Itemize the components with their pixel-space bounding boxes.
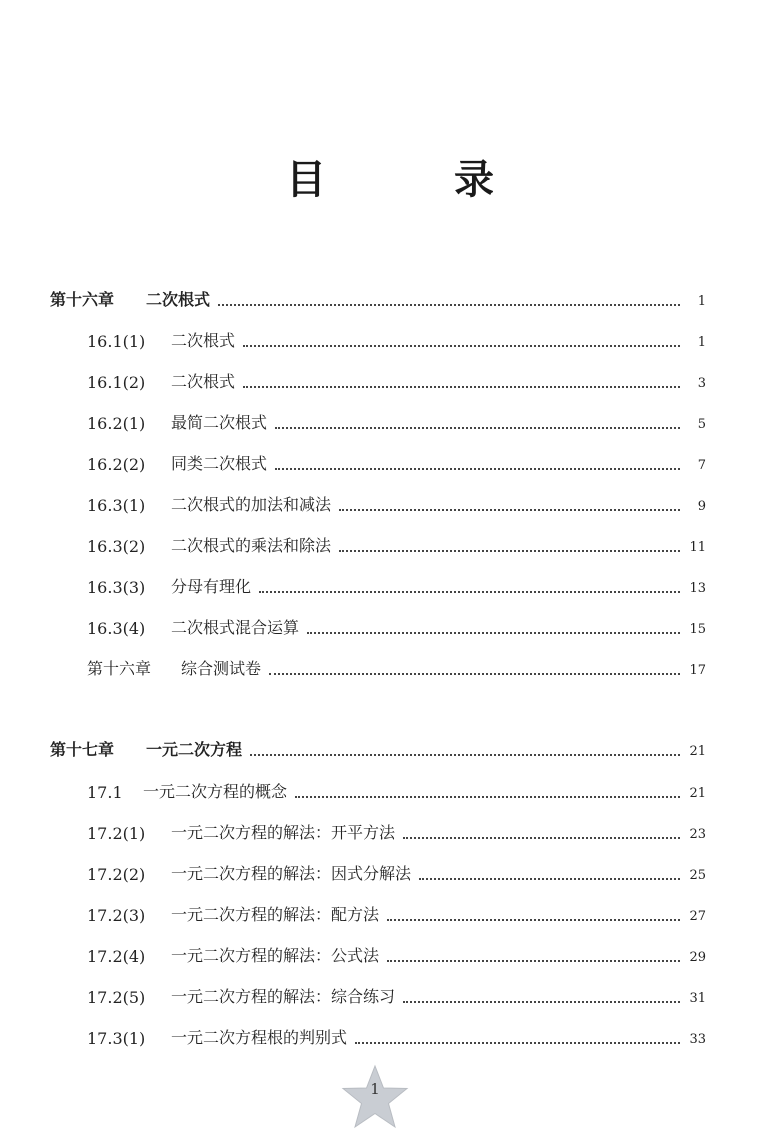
dot-leader xyxy=(387,918,680,921)
toc-entry[interactable] xyxy=(0,977,780,1007)
page-ref: 7 xyxy=(697,458,706,473)
page-number-badge xyxy=(340,1064,410,1130)
section-number: 16.3(4) xyxy=(87,619,146,638)
section-title: 二次根式 xyxy=(171,331,236,350)
section-title: 一元二次方程的解法：公式法 xyxy=(171,946,380,965)
section-number: 17.1 xyxy=(87,783,123,802)
page-ref: 5 xyxy=(697,417,706,432)
toc-chapter-17[interactable] xyxy=(0,730,780,760)
section-title: 综合测试卷 xyxy=(181,659,262,678)
section-number: 17.2(1) xyxy=(87,824,146,843)
dot-leader xyxy=(243,344,680,347)
toc-entry[interactable] xyxy=(0,321,780,351)
toc-entry[interactable] xyxy=(0,362,780,392)
page-ref: 21 xyxy=(689,786,706,801)
section-title: 一元二次方程的解法：因式分解法 xyxy=(171,864,412,883)
section-title: 一元二次方程的解法：开平方法 xyxy=(171,823,396,842)
toc-entry[interactable] xyxy=(0,608,780,638)
page-ref: 33 xyxy=(689,1032,706,1047)
page-number: 1 xyxy=(370,1080,380,1098)
section-number: 16.3(3) xyxy=(87,578,146,597)
section-title: 一元二次方程的解法：综合练习 xyxy=(171,987,396,1006)
dot-leader xyxy=(387,959,680,962)
page-ref: 31 xyxy=(689,991,706,1006)
toc-entry[interactable] xyxy=(0,485,780,515)
toc-entry[interactable] xyxy=(0,854,780,884)
toc-entry[interactable] xyxy=(0,567,780,597)
section-title: 一元二次方程的概念 xyxy=(143,782,288,801)
page-title: 目 录 xyxy=(286,157,538,203)
dot-leader xyxy=(259,590,680,593)
page-ref: 17 xyxy=(689,663,706,678)
page-ref: 11 xyxy=(689,540,706,555)
dot-leader xyxy=(275,467,680,470)
section-title: 二次根式混合运算 xyxy=(171,618,300,637)
section-number: 16.2(2) xyxy=(87,455,146,474)
section-number: 第十六章 xyxy=(87,659,152,678)
dot-leader xyxy=(339,508,680,511)
section-title: 二次根式的乘法和除法 xyxy=(171,536,332,555)
section-number: 17.2(3) xyxy=(87,906,146,925)
section-title: 二次根式 xyxy=(171,372,236,391)
toc-entry[interactable] xyxy=(0,1018,780,1048)
dot-leader xyxy=(355,1041,680,1044)
chapter-title: 二次根式 xyxy=(146,290,211,309)
toc-entry[interactable] xyxy=(0,403,780,433)
section-title: 分母有理化 xyxy=(171,577,252,596)
toc-entry-review[interactable] xyxy=(0,649,780,679)
section-number: 16.1(2) xyxy=(87,373,146,392)
dot-leader xyxy=(218,303,680,306)
toc-entry[interactable] xyxy=(0,444,780,474)
page-ref: 25 xyxy=(689,868,706,883)
page-ref: 3 xyxy=(697,376,706,391)
dot-leader xyxy=(250,753,680,756)
section-number: 17.2(2) xyxy=(87,865,146,884)
page-ref: 9 xyxy=(697,499,706,514)
dot-leader xyxy=(243,385,680,388)
page-ref: 21 xyxy=(689,744,706,759)
chapter-title: 一元二次方程 xyxy=(146,740,243,759)
page-ref: 1 xyxy=(697,294,706,309)
toc-entry[interactable] xyxy=(0,936,780,966)
section-title: 一元二次方程根的判别式 xyxy=(171,1028,348,1047)
chapter-number: 第十七章 xyxy=(50,740,115,759)
dot-leader xyxy=(307,631,680,634)
dot-leader xyxy=(295,795,680,798)
section-number: 16.3(1) xyxy=(87,496,146,515)
section-number: 16.1(1) xyxy=(87,332,146,351)
toc-entry[interactable] xyxy=(0,895,780,925)
dot-leader xyxy=(275,426,680,429)
section-number: 17.2(5) xyxy=(87,988,146,1007)
section-title: 二次根式的加法和减法 xyxy=(171,495,332,514)
page-ref: 1 xyxy=(697,335,706,350)
section-number: 17.2(4) xyxy=(87,947,146,966)
page-ref: 15 xyxy=(689,622,706,637)
toc-entry[interactable] xyxy=(0,813,780,843)
section-number: 16.3(2) xyxy=(87,537,146,556)
dot-leader xyxy=(403,836,680,839)
section-title: 同类二次根式 xyxy=(171,454,268,473)
toc-chapter-16[interactable] xyxy=(0,280,780,310)
chapter-number: 第十六章 xyxy=(50,290,115,309)
dot-leader xyxy=(269,672,680,675)
section-number: 16.2(1) xyxy=(87,414,146,433)
section-title: 一元二次方程的解法：配方法 xyxy=(171,905,380,924)
dot-leader xyxy=(403,1000,680,1003)
dot-leader xyxy=(339,549,680,552)
toc-entry[interactable] xyxy=(0,772,780,802)
page-ref: 29 xyxy=(689,950,706,965)
page-ref: 27 xyxy=(689,909,706,924)
section-number: 17.3(1) xyxy=(87,1029,146,1048)
page-ref: 13 xyxy=(689,581,706,596)
page-ref: 23 xyxy=(689,827,706,842)
section-title: 最简二次根式 xyxy=(171,413,268,432)
dot-leader xyxy=(419,877,680,880)
toc-entry[interactable] xyxy=(0,526,780,556)
